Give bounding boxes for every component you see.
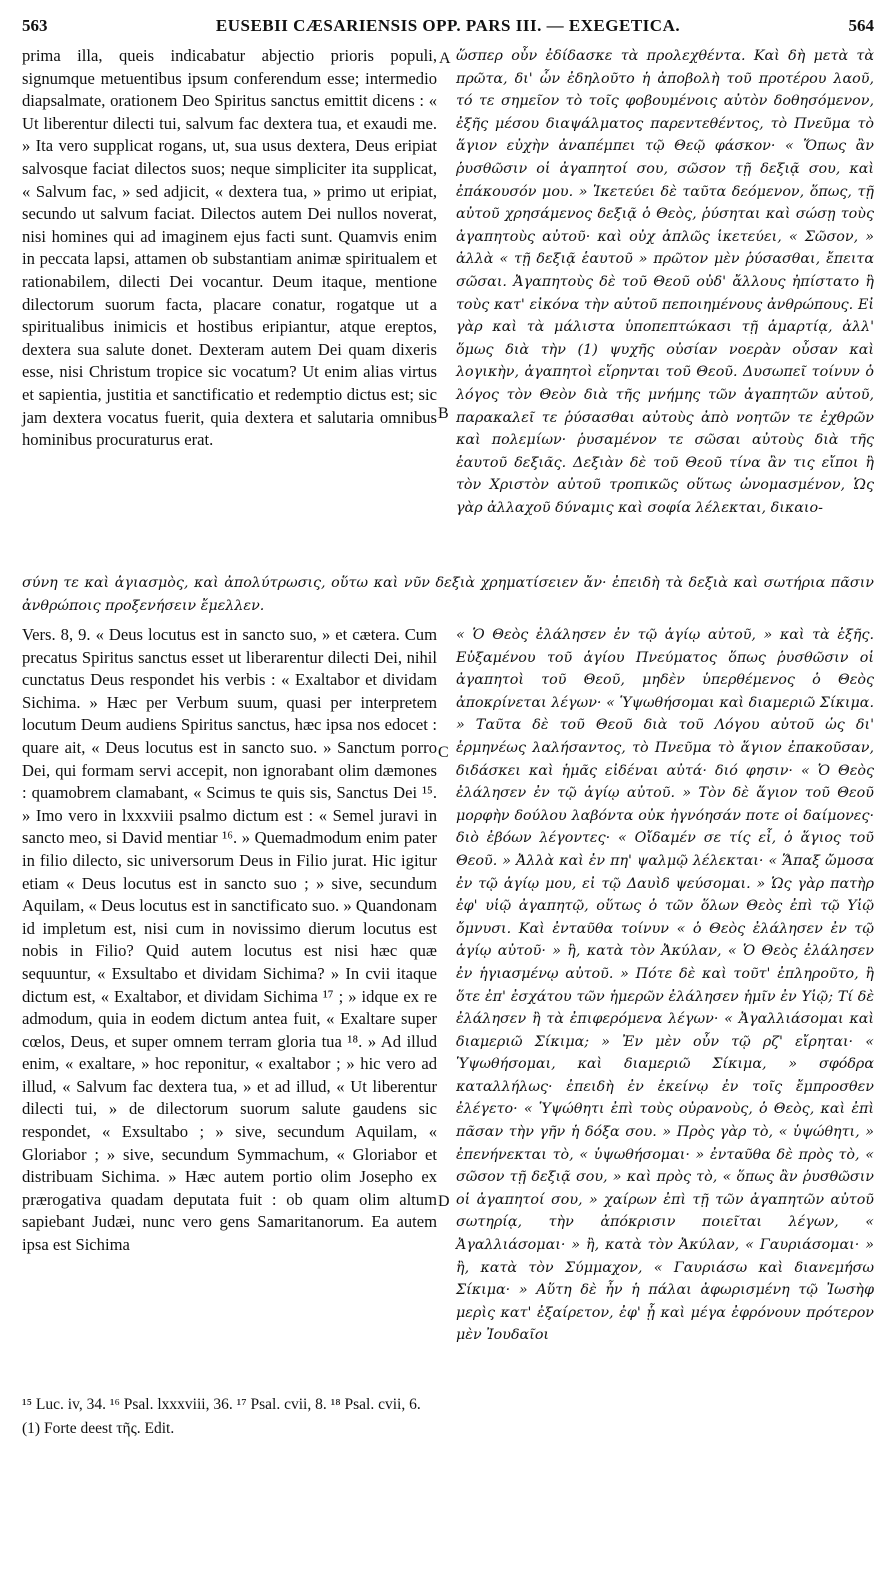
latin-paragraph-top: prima illa, queis indicabatur abjectio prioris populi, signumque metuentibus ipsum conferendum esse; intermedio diapsalmate, orationem Deo Spiritus sanctus emittit dicens : « Ut liberentur dilecti tui, salvum fac dextera tua, et exaudi me. » Ita vero supplicat rogans, ut, sua usus dextera, Deus eripiat salvosque faciat dilectos suos; neque simpliciter ita supplicat, « Salvum fac, » sed adjicit, « dextera tua, » primo ut eripiat, secundo ut salvum faciat. Dilectos autem Dei nullos noverat, nisi homines qui ad imaginem ejus facti sunt. Quamvis enim in peccata lapsi, attamen ob substantiam animæ spiritualem et rationabilem, dilecti Dei vocantur. Deum itaque, mentione dilectorum suorum facta, placare conatur, rogatque ut a spiritualibus inimicis et hostibus eripiantur, atque ereptos, dextera sua salute donet. Dexteram autem Dei quam dixeris esse, nisi Christum tropice sic vocatum? Ut enim alias virtus et sapientia, justitia et sanctificatio et redemptio dictus est; sic jam dextera vocatus fuerit, quia dextera et salutaria omnibus hominibus procuraturus erat. — [22, 46, 437, 450]
greek-column-bottom — [456, 624, 874, 1347]
latin-column-bottom — [22, 624, 437, 1257]
running-title: EUSEBII CÆSARIENSIS OPP. PARS III. — EXEGETICA. — [215, 16, 681, 35]
greek-paragraph-bottom: « Ὁ Θεὸς ἐλάλησεν ἐν τῷ ἁγίῳ αὐτοῦ, » καὶ τὰ ἑξῆς. Εὐξαμένου τοῦ ἁγίου Πνεύματος ὅπως ῥυσθῶσιν οἱ ἀγαπητοὶ τοῦ Θεοῦ, μηδὲν ὑπερθέμενος ὁ Θεὸς ἀποκρίνεται λέγων· « Ὑψωθήσομαι καὶ διαμεριῶ Σίκιμα. » Ταῦτα δὲ τοῦ Θεοῦ διὰ τοῦ Λόγου αὐτοῦ ὡς δι' ἑρμηνέως λαλήσαντος, τὸ Πνεῦμα τὸ ἅγιον ἐπακοῦσαν, διδάσκει καὶ ἡμᾶς εἰδέναι αὐτά· διό φησιν· « Ὁ Θεὸς ἐλάλησεν ἐν τῷ ἁγίῳ αὐτοῦ. » Τὸν δὲ ἅγιον τοῦ Θεοῦ μορφὴν δούλου λαβόντα οὐκ ἠγνόησάν ποτε οἱ δαίμονες· διὸ ἐβόων λέγοντες· « Οἴδαμέν σε τίς εἶ, ὁ ἅγιος τοῦ Θεοῦ. » Ἀλλὰ καὶ ἐν πη' ψαλμῷ λέλεκται· « Ἅπαξ ὤμοσα ἐν τῷ ἁγίῳ μου, εἰ τῷ Δαυὶδ ψεύσομαι. » Ὡς γὰρ πατὴρ ἐφ' υἱῷ ἀγαπητῷ, οὕτως ὁ τῶν ὅλων Θεὸς ἐπὶ τῷ Υἱῷ ὄμνυσι. Καὶ ἐνταῦθα τοίνυν « ὁ Θεὸς ἐλάλησεν ἐν τῷ ἁγίῳ αὐτοῦ· » ἢ, κατὰ τὸν Ἀκύλαν, « Ὁ Θεὸς ἐλάλησεν ἐν ἡγιασμένῳ αὐτοῦ. » Πότε δὲ καὶ τοῦτ' ἐπληροῦτο, ἢ ὅτε ἐπ' ἐσχάτου τῶν ἡμερῶν ἐλάλησεν ἡμῖν ἐν Υἱῷ; Τί δὲ ἐλάλησεν ἢ τὰ ἐπιφερόμενα λέγων· « Ἀγαλλιάσομαι καὶ διαμεριῶ Σίκιμα; » Ἐν μὲν οὖν τῷ ρζ' εἴρηται· « Ὑψωθήσομαι, καὶ διαμεριῶ Σίκιμα, » σφόδρα καταλλήλως· ἐπειδὴ ἐν ἐκείνῳ ἐν τοῖς ἔμπροσθεν ἐλέγετο· « Ὑψώθητι ἐπὶ τοὺς οὐρανοὺς, ὁ Θεὸς, καὶ ἐπὶ πᾶσαν τὴν γῆν ἡ δόξα σου. » Πρὸς γὰρ τὸ, « ὑψώθητι, » ἐπενήνεκται τὸ, « ὑψωθήσομαι· » ἐνταῦθα δὲ πρὸς τὸ, « σῶσον τῇ δεξιᾷ σου, » καὶ πρὸς τὸ, « ὅπως ἂν ῥυσθῶσιν οἱ ἀγαπητοί σου, » χαίρων ἐπὶ τῇ τῶν ἀγαπητῶν αὐτοῦ σωτηρίᾳ, τὴν ἀπόκρισιν ποιεῖται λέγων, « Ἀγαλλιάσομαι· » ἢ, κατὰ τὸν Ἀκύλαν, « Γαυριάσομαι· » ἢ, κατὰ τὸν Σύμμαχον, « Γαυριάσω καὶ διανεμήσω Σίκιμα· » Αὕτη δὲ ἦν ἡ πάλαι ἀφωρισμένη τῷ Ἰωσὴφ μερὶς κατ' ἐξαίρετον, ἐφ' ᾗ καὶ μέγα ἐφρόνουν πρότερον μὲν Ἰουδαῖοι — [456, 627, 874, 1344]
greek-column-top — [456, 45, 874, 519]
footnote-editor-note: (1) Forte deest τῆς. Edit. — [22, 1420, 175, 1437]
page-number-right: 564 — [848, 16, 874, 35]
margin-marker-b: B — [438, 405, 449, 422]
margin-marker-d: D — [438, 1193, 450, 1210]
page-number-left: 563 — [22, 16, 48, 35]
greek-full-width-continuation: σύνη τε καὶ ἁγιασμὸς, καὶ ἀπολύτρωσις, οὕτω καὶ νῦν δεξιὰ χρηματίσειεν ἄν· ἐπειδὴ τὰ δεξιὰ καὶ σωτήρια πᾶσιν ἀνθρώποις προξενήσειν ἔμελλεν. — [22, 575, 874, 614]
page-header — [0, 16, 896, 46]
footnote-references: ¹⁵ Luc. iv, 34. ¹⁶ Psal. lxxxviii, 36. ¹⁷ Psal. cvii, 8. ¹⁸ Psal. cvii, 6. — [22, 1396, 421, 1413]
latin-paragraph-bottom: Vers. 8, 9. « Deus locutus est in sancto suo, » et cætera. Cum precatus Spiritus sanctus esset ut liberarentur dilecti Dei, nihil cunctatus Deus respondet his verbis : « Exaltabor et dividam Sichima. » Hæc per Verbum suum, quasi per interpretem locutum Deum audiens Spiritus sanctus, hæc ipsa nos edocet : quare ait, « Deus locutus est in sancto suo. » Sanctum porro Dei, qui formam servi accepit, non ignorabant olim dæmones : quamobrem clamabant, « Scimus te quis sis, Sanctus Dei ¹⁵. » Imo vero in lxxxviii psalmo dictum est : « Semel juravi in sancto meo, si David mentiar ¹⁶. » Quemadmodum enim pater in filio dilecto, sic universorum Deus in Filio jurat. Hic igitur etiam « Deus locutus est in sancto suo ; » sive, secundum Aquilam, « Deus locutus est in sanctificato suo. » Quandonam id impletum est, nisi cum in novissimo dierum locutus est nobis in Filio? Quid autem locutus est nisi hæc quæ sequuntur, « Exsultabo et dividam Sichima? » In cvii itaque dictum est, « Exaltabor, et dividam Sichima ¹⁷ ; » idque ex re admodum, quia in eodem dictum antea fuit, « Exaltare super cœlos, Deus, et super omnem terram gloria tua ¹⁸. » Ad illud enim, « exaltare, » hoc reponitur, « exaltabor ; » hic vero ad illud, « Salvum fac dextera tua, » et ad illud, « Ut liberentur dilecti tui, » de dilectorum suorum salute gaudens sic respondet, « Exsultabo ; » sive, secundum Aquilam, « Gloriabor ; » sive, secundum Symmachum, « Gloriabor et distribuam Sichima. » Hæc autem portio olim Josepho ex prærogativa quadam deputata fuit : ob quam olim altum sapiebant Judæi, nunc vero gens Samaritanorum. Ea autem ipsa est Sichima — [22, 625, 437, 1255]
margin-marker-a: A — [439, 50, 451, 67]
margin-marker-c: C — [438, 744, 449, 761]
latin-column-top — [22, 45, 437, 452]
greek-paragraph-top: ὥσπερ οὖν ἐδίδασκε τὰ προλεχθέντα. Καὶ δὴ μετὰ τὰ πρῶτα, δι' ὧν ἐδηλοῦτο ἡ ἀποβολὴ τοῦ προτέρου λαοῦ, τό τε σημεῖον τὸ τοῖς φοβουμένοις αὐτὸν δοθησόμενον, ἐξῆς μέσου διαψάλματος παρεντεθέντος, τὸ Πνεῦμα τὸ ἅγιον εὐχὴν ἀναπέμπει τῷ Θεῷ φάσκον· « Ὅπως ἂν ῥυσθῶσιν οἱ ἀγαπητοί σου, σῶσον τῇ δεξιᾷ σου, καὶ ἐπάκουσόν μου. » Ἱκετεύει δὲ ταῦτα δεόμενον, ὅπως, τῇ αὐτοῦ χρησάμενος δεξιᾷ ὁ Θεὸς, ῥύσηται καὶ σώσῃ τοὺς ἀγαπητοὺς αὐτοῦ· καὶ οὐχ ἁπλῶς ἱκετεύει, « Σῶσον, » ἀλλὰ « τῇ δεξιᾷ ἑαυτοῦ » πρῶτον μὲν ῥύσασθαι, ἔπειτα σῶσαι. Ἀγαπητοὺς δὲ τοῦ Θεοῦ οὐδ' ἄλλους ἠπίστατο ἢ τοὺς κατ' εἰκόνα τὴν αὐτοῦ πεποιημένους ἀνθρώπους. Εἰ γὰρ καὶ τὰ μάλιστα ὑποπεπτώκασι τῇ ἁμαρτίᾳ, ἀλλ' ὅμως διὰ τὴν (1) ψυχῆς οὐσίαν νοερὰν οὖσαν καὶ λογικὴν, ἀγαπητοὶ εἴρηνται τοῦ Θεοῦ. Δυσωπεῖ τοίνυν ὁ λόγος τὸν Θεὸν διὰ τῆς μνήμης τῶν ἀγαπητῶν αὐτοῦ, παρακαλεῖ τε ῥύσασθαι αὐτοὺς ἀπὸ νοητῶν τε ἐχθρῶν καὶ πολεμίων· ῥυσαμένον τε σῶσαι αὐτοὺς διὰ τῆς ἑαυτοῦ δεξιᾶς. Δεξιὰν δὲ τοῦ Θεοῦ τίνα ἂν τις εἴποι ἢ τὸν Χριστὸν αὐτοῦ τροπικῶς οὕτως ὠνομασμένον, Ὡς γὰρ ἀλλαχοῦ δύναμις καὶ σοφία λέλεκται, δικαιο- — [456, 48, 874, 516]
